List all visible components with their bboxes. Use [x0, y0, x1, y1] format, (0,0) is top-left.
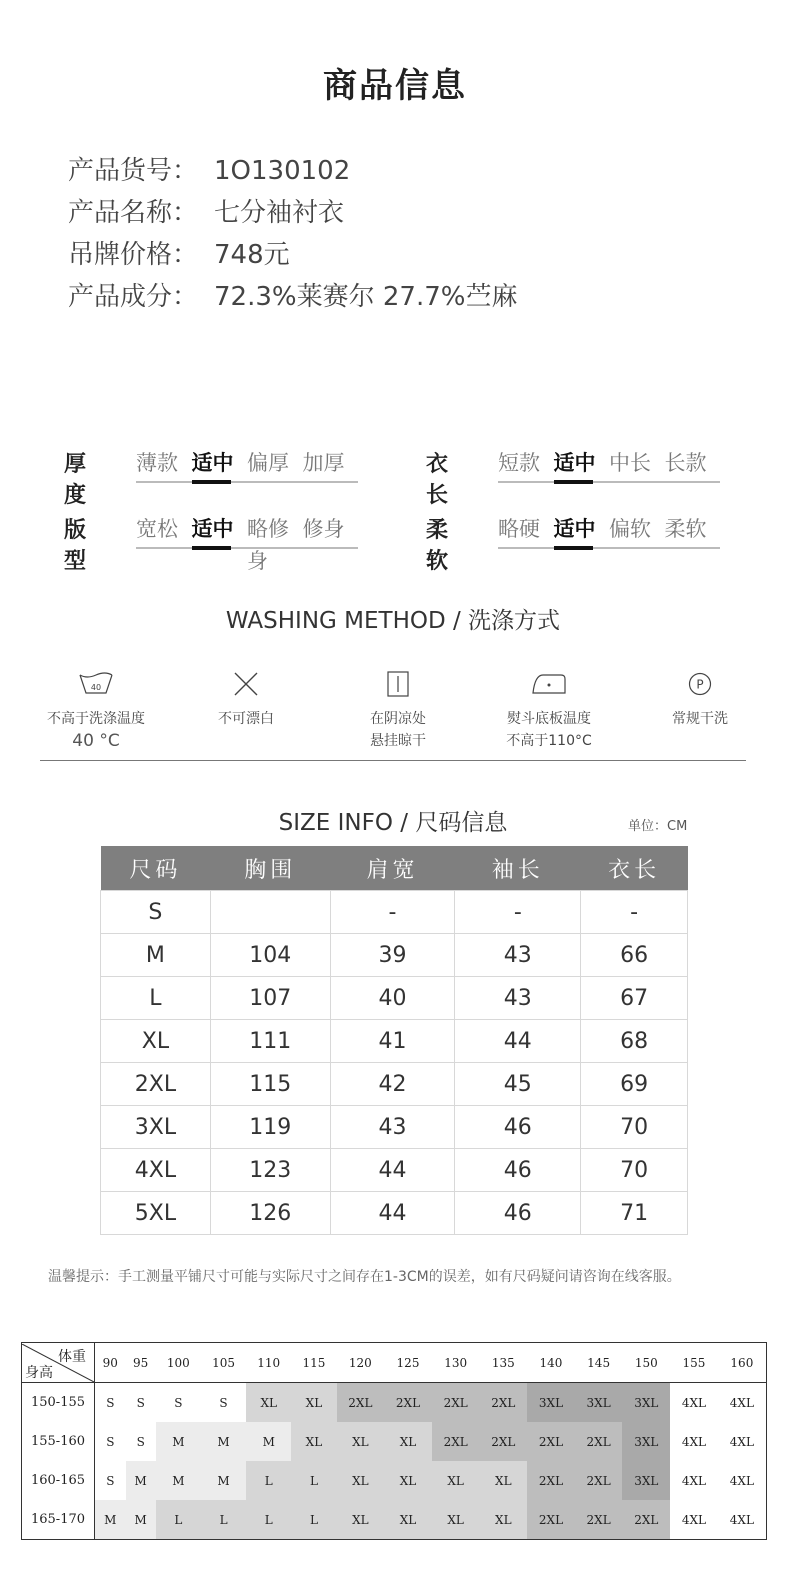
iron-low-icon	[479, 668, 619, 700]
size-cell	[210, 891, 330, 934]
page-title: 商品信息	[323, 66, 467, 106]
wash-line: 熨斗底板温度	[507, 711, 591, 727]
size-cell: 43	[330, 1106, 455, 1149]
height-label: 身高	[25, 1364, 53, 1381]
reference-size-cell: 4XL	[670, 1422, 718, 1461]
size-cell: 66	[581, 934, 688, 977]
scale-option: 适中	[554, 447, 610, 481]
reference-size-cell: 2XL	[622, 1500, 670, 1540]
size-row	[101, 891, 688, 934]
size-cell: M	[101, 934, 211, 977]
scale-label: 版型	[64, 518, 87, 574]
reference-size-cell: 2XL	[384, 1383, 432, 1423]
scale-options	[498, 447, 720, 483]
weight-header-cell: 110	[246, 1343, 291, 1383]
reference-size-cell: M	[156, 1422, 201, 1461]
wash-line: 常规干洗	[672, 711, 728, 727]
weight-header-cell: 105	[201, 1343, 246, 1383]
size-header-cell: 胸围	[210, 846, 330, 891]
size-cell: 119	[210, 1106, 330, 1149]
size-cell: 43	[455, 977, 581, 1020]
reference-size-cell: XL	[337, 1461, 385, 1500]
dry-clean-p-icon	[630, 668, 770, 700]
reference-size-cell: 2XL	[432, 1422, 480, 1461]
scale-options	[136, 513, 358, 573]
weight-label: 体重	[58, 1348, 86, 1365]
size-cell: L	[101, 977, 211, 1020]
reference-size-cell: S	[126, 1383, 156, 1423]
weight-header-cell: 125	[384, 1343, 432, 1383]
reference-size-cell: L	[201, 1500, 246, 1540]
reference-size-cell: XL	[432, 1461, 480, 1500]
weight-header-cell: 135	[479, 1343, 527, 1383]
reference-size-cell: XL	[384, 1422, 432, 1461]
reference-row	[22, 1383, 767, 1423]
size-cell: 46	[455, 1106, 581, 1149]
weight-header-cell: 120	[337, 1343, 385, 1383]
weight-header-cell: 140	[527, 1343, 575, 1383]
size-cell: 46	[455, 1192, 581, 1235]
info-row-price	[68, 234, 517, 276]
height-cell: 150-155	[22, 1383, 95, 1423]
reference-size-cell: XL	[337, 1422, 385, 1461]
reference-size-cell: L	[246, 1500, 291, 1540]
reference-size-cell: 3XL	[622, 1422, 670, 1461]
size-header-cell: 袖长	[455, 846, 581, 891]
wash-line: 悬挂晾干	[370, 733, 426, 749]
scale-option: 加厚	[302, 451, 345, 475]
scale-option: 柔软	[664, 517, 707, 541]
size-cell: 70	[581, 1149, 688, 1192]
info-label: 产品货号：	[68, 156, 199, 186]
weight-header-cell: 130	[432, 1343, 480, 1383]
scale-option: 偏软	[609, 517, 651, 541]
size-reference-table	[21, 1342, 767, 1540]
info-row-sku	[68, 150, 517, 192]
size-info-title: SIZE INFO / 尺码信息	[278, 810, 508, 836]
scale-option: 适中	[192, 513, 248, 547]
product-info	[68, 150, 517, 318]
reference-size-cell: M	[201, 1422, 246, 1461]
reference-size-cell: 2XL	[527, 1500, 575, 1540]
size-cell: 42	[330, 1063, 455, 1106]
reference-size-cell: XL	[246, 1383, 291, 1423]
scale-options	[136, 447, 358, 483]
size-cell: 111	[210, 1020, 330, 1063]
wash-temp-badge: 40	[90, 683, 102, 692]
size-cell: 44	[330, 1192, 455, 1235]
info-label: 吊牌价格：	[68, 240, 199, 270]
info-value: 748元	[214, 240, 290, 270]
scale-option: 略硬	[498, 517, 540, 541]
size-row	[101, 1149, 688, 1192]
size-cell: 45	[455, 1063, 581, 1106]
size-cell: 44	[330, 1149, 455, 1192]
size-row	[101, 1106, 688, 1149]
scale-option: 适中	[554, 513, 610, 547]
reference-row	[22, 1461, 767, 1500]
reference-size-cell: S	[126, 1422, 156, 1461]
reference-size-cell: 2XL	[575, 1500, 623, 1540]
info-label: 产品成分：	[68, 282, 199, 312]
info-value: 1O130102	[214, 156, 351, 186]
height-cell: 160-165	[22, 1461, 95, 1500]
scale-label: 柔软	[426, 518, 449, 574]
scale-option: 长款	[664, 451, 707, 475]
size-cell: 126	[210, 1192, 330, 1235]
size-cell: XL	[101, 1020, 211, 1063]
size-cell: 67	[581, 977, 688, 1020]
wash-text	[328, 708, 468, 752]
info-label: 产品名称：	[68, 198, 199, 228]
reference-size-cell: M	[246, 1422, 291, 1461]
wash-line: 不高于洗涤温度	[47, 711, 145, 727]
reference-size-cell: 2XL	[479, 1383, 527, 1423]
size-cell: 68	[581, 1020, 688, 1063]
washing-icons	[40, 668, 746, 761]
info-row-material	[68, 276, 517, 318]
reference-size-cell: XL	[479, 1500, 527, 1540]
size-row	[101, 1063, 688, 1106]
wash-line: 在阴凉处	[370, 711, 426, 727]
reference-size-cell: 4XL	[670, 1383, 718, 1423]
reference-corner	[22, 1343, 95, 1383]
wash-line: 40 °C	[72, 731, 120, 751]
scale-label: 厚度	[64, 452, 87, 508]
size-cell: 4XL	[101, 1149, 211, 1192]
size-cell: 104	[210, 934, 330, 977]
size-cell: 39	[330, 934, 455, 977]
size-cell: -	[455, 891, 581, 934]
reference-size-cell: XL	[432, 1500, 480, 1540]
size-header-cell: 尺码	[101, 846, 211, 891]
reference-size-cell: 4XL	[718, 1422, 767, 1461]
wash-item	[176, 668, 316, 730]
weight-header-cell: 150	[622, 1343, 670, 1383]
scale-option: 适中	[192, 447, 248, 481]
weight-header-cell: 100	[156, 1343, 201, 1383]
size-unit: 单位：CM	[628, 819, 688, 834]
wash-line: 不高于110°C	[506, 733, 592, 749]
wash-text	[26, 708, 166, 752]
reference-size-cell: 2XL	[432, 1383, 480, 1423]
size-row	[101, 1020, 688, 1063]
size-header-cell: 衣长	[581, 846, 688, 891]
reference-size-cell: 4XL	[670, 1500, 718, 1540]
reference-size-cell: 3XL	[575, 1383, 623, 1423]
size-row	[101, 1192, 688, 1235]
weight-header-cell: 160	[718, 1343, 767, 1383]
reference-size-cell: 4XL	[670, 1461, 718, 1500]
reference-size-cell: M	[126, 1500, 156, 1540]
reference-size-cell: 4XL	[718, 1500, 767, 1540]
weight-header-cell: 95	[126, 1343, 156, 1383]
reference-size-cell: M	[156, 1461, 201, 1500]
scale-label: 衣长	[426, 452, 449, 508]
size-cell: -	[581, 891, 688, 934]
size-cell: 123	[210, 1149, 330, 1192]
size-cell: 69	[581, 1063, 688, 1106]
size-table	[100, 846, 688, 1235]
weight-header-cell: 115	[291, 1343, 336, 1383]
reference-size-cell: XL	[291, 1383, 336, 1423]
wash-line: 不可漂白	[218, 711, 274, 727]
reference-size-cell: S	[95, 1461, 126, 1500]
size-cell: 2XL	[101, 1063, 211, 1106]
reference-size-cell: 2XL	[337, 1383, 385, 1423]
reference-size-cell: XL	[384, 1500, 432, 1540]
scale-option: 中长	[609, 451, 651, 475]
reference-header-row	[22, 1343, 767, 1383]
size-row	[101, 934, 688, 977]
reference-size-cell: M	[95, 1500, 126, 1540]
reference-size-cell: XL	[479, 1461, 527, 1500]
scale-option: 短款	[498, 451, 540, 475]
size-cell: 5XL	[101, 1192, 211, 1235]
scale-option: 偏厚	[247, 451, 289, 475]
reference-size-cell: XL	[291, 1422, 336, 1461]
reference-size-cell: 2XL	[575, 1422, 623, 1461]
reference-size-cell: 3XL	[527, 1383, 575, 1423]
size-cell: 40	[330, 977, 455, 1020]
size-cell: 41	[330, 1020, 455, 1063]
wash-item	[479, 668, 619, 752]
wash-item	[26, 668, 166, 752]
size-cell: 107	[210, 977, 330, 1020]
wash-text	[479, 708, 619, 752]
reference-size-cell: 2XL	[575, 1461, 623, 1500]
size-header-row	[101, 846, 688, 891]
scale-option: 修身	[302, 517, 345, 541]
reference-size-cell: L	[291, 1461, 336, 1500]
reference-size-cell: S	[95, 1422, 126, 1461]
line-dry-shade-icon	[328, 668, 468, 700]
reference-size-cell: XL	[384, 1461, 432, 1500]
size-cell: 71	[581, 1192, 688, 1235]
size-note: 温馨提示：手工测量平铺尺寸可能与实际尺寸之间存在1-3CM的误差，如有尺码疑问请咨询在线客服。	[48, 1269, 681, 1285]
reference-row	[22, 1422, 767, 1461]
reference-size-cell: L	[291, 1500, 336, 1540]
no-bleach-icon	[176, 668, 316, 700]
size-cell: 44	[455, 1020, 581, 1063]
washing-title: WASHING METHOD / 洗涤方式	[225, 608, 561, 634]
reference-size-cell: M	[201, 1461, 246, 1500]
reference-size-cell: 4XL	[718, 1461, 767, 1500]
scale-option: 略修身	[247, 517, 289, 573]
size-cell: 3XL	[101, 1106, 211, 1149]
height-cell: 155-160	[22, 1422, 95, 1461]
size-cell: 115	[210, 1063, 330, 1106]
reference-row	[22, 1500, 767, 1540]
height-cell: 165-170	[22, 1500, 95, 1540]
reference-size-cell: S	[201, 1383, 246, 1423]
info-value: 72.3%莱赛尔 27.7%苎麻	[214, 282, 518, 312]
wash-item	[328, 668, 468, 752]
reference-size-cell: 2XL	[527, 1461, 575, 1500]
info-row-name	[68, 192, 517, 234]
reference-size-cell: L	[246, 1461, 291, 1500]
size-cell: 46	[455, 1149, 581, 1192]
reference-size-cell: 2XL	[479, 1422, 527, 1461]
weight-header-cell: 145	[575, 1343, 623, 1383]
dry-clean-badge: P	[696, 677, 704, 692]
reference-size-cell: S	[156, 1383, 201, 1423]
reference-size-cell: 3XL	[622, 1383, 670, 1423]
wash-tub-40-icon	[26, 668, 166, 700]
wash-item	[630, 668, 770, 730]
reference-size-cell: 2XL	[527, 1422, 575, 1461]
scale-option: 宽松	[136, 517, 178, 541]
size-cell: S	[101, 891, 211, 934]
reference-size-cell: L	[156, 1500, 201, 1540]
reference-size-cell: 3XL	[622, 1461, 670, 1500]
weight-header-cell: 90	[95, 1343, 126, 1383]
wash-text	[630, 708, 770, 730]
info-value: 七分袖衬衣	[214, 198, 345, 228]
scale-option: 薄款	[136, 451, 178, 475]
size-row	[101, 977, 688, 1020]
size-cell: 43	[455, 934, 581, 977]
reference-size-cell: S	[95, 1383, 126, 1423]
reference-size-cell: XL	[337, 1500, 385, 1540]
size-cell: -	[330, 891, 455, 934]
size-header-cell: 肩宽	[330, 846, 455, 891]
reference-size-cell: 4XL	[718, 1383, 767, 1423]
wash-text	[176, 708, 316, 730]
reference-size-cell: M	[126, 1461, 156, 1500]
size-cell: 70	[581, 1106, 688, 1149]
scale-options	[498, 513, 720, 549]
weight-header-cell: 155	[670, 1343, 718, 1383]
